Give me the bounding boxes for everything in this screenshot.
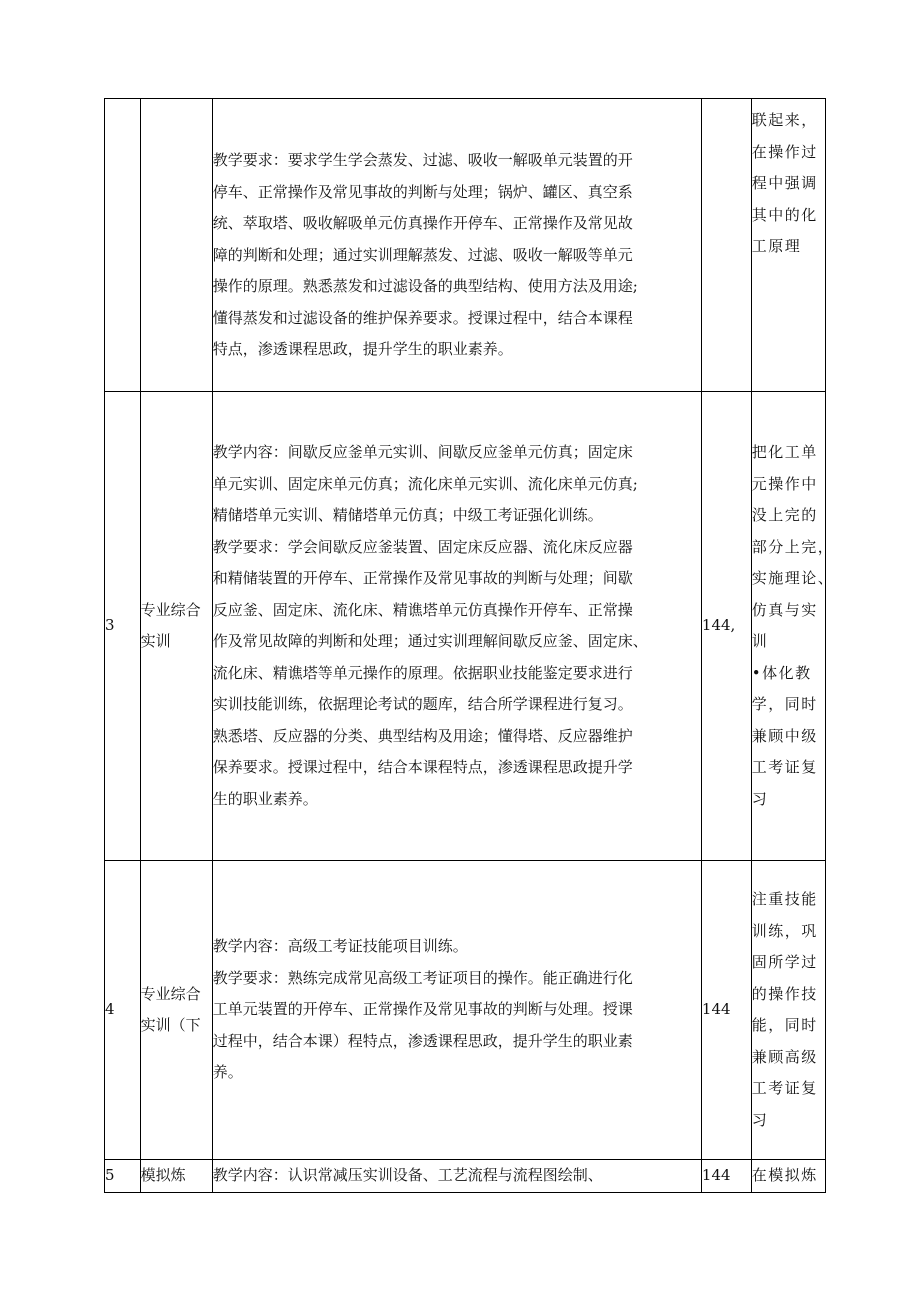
note-cell [751, 1160, 825, 1193]
text-line: 保养要求。授课过程中，结合本课程特点，渗透课程思政提升学 [212, 758, 633, 776]
text-line: 工考证复 [751, 758, 818, 776]
text-line: 工单元装置的开停车、正常操作及常见事故的判断与处理。授课 [212, 1000, 633, 1019]
course-name-cell [140, 392, 212, 861]
text-line: 教学内容：间歇反应釜单元实训、间歇反应釜单元仿真；固定床 [212, 443, 633, 461]
text-line: 其中的化 [751, 205, 818, 224]
table-row [105, 1160, 826, 1193]
text-line: 教学要求：熟练完成常见高级工考证项目的操作。能正确进行化 [212, 968, 633, 987]
text-line: 和精储装置的开停车、正常操作及常见事故的判断与处理；间歇 [212, 569, 633, 587]
course-name-cell [140, 861, 212, 1160]
text-line: 实训技能训练，依据理论考试的题库，结合所学课程进行复习。 [212, 695, 633, 713]
text-line: 把化工单 [751, 443, 818, 461]
row-number-cell [105, 99, 141, 392]
text-line: 教学要求：要求学生学会蒸发、过滤、吸收一解吸单元装置的开 [212, 151, 633, 169]
table-row [105, 392, 826, 861]
text-line: 的操作技 [751, 984, 818, 1003]
course-plan-table [104, 98, 835, 1193]
text-line: 部分上完， [751, 537, 835, 556]
row-number-cell: 5 [105, 1160, 141, 1193]
text-line: 模拟炼 [140, 1166, 186, 1184]
row-number-cell: 4 [105, 861, 141, 1160]
text-line: 反应釜、固定床、流化床、精谯塔单元仿真操作开停车、正常操 [212, 600, 633, 619]
hours-cell: 144 [701, 861, 751, 1160]
text-line: 操作的原理。熟悉蒸发和过滤设备的典型结构、使用方法及用途; [212, 277, 638, 295]
text-line: 统、萃取塔、吸收解吸单元仿真操作开停车、正常操作及常见故 [212, 214, 633, 232]
text-line: 养。 [212, 1063, 243, 1082]
text-line: 学，同时 [751, 695, 818, 713]
text-line: 流化床、精谯塔等单元操作的原理。依据职业技能鉴定要求进行 [212, 663, 633, 682]
table-row [105, 99, 826, 392]
text-line: 兼顾高级 [751, 1047, 818, 1066]
text-line: 联起来， [751, 111, 818, 129]
text-line: 在模拟炼 [751, 1166, 818, 1184]
course-content-cell [212, 99, 701, 392]
text-line: 教学要求：学会间歇反应釜装置、固定床反应器、流化床反应器 [212, 537, 633, 556]
text-line: 注重技能 [751, 890, 818, 908]
text-line: 生的职业素养。 [212, 789, 318, 808]
text-line: 习 [751, 789, 769, 808]
hours-cell: 144 [701, 1160, 751, 1193]
text-line: 精储塔单元实训、精储塔单元仿真；中级工考证强化训练。 [212, 506, 603, 524]
text-line: 专业综合 [140, 600, 201, 619]
note-cell [751, 392, 835, 861]
text-line: 固所学过 [751, 953, 818, 971]
text-line: •体化教 [751, 663, 812, 682]
text-line: 工考证复 [751, 1079, 818, 1097]
text-line: 兼顾中级 [751, 726, 818, 745]
text-line: 专业综合 [140, 984, 201, 1003]
course-name-cell [140, 1160, 212, 1193]
text-line: 程中强调 [751, 174, 818, 192]
text-line: 实训 [140, 632, 171, 650]
text-line: 工原理 [751, 237, 802, 255]
course-content-cell [212, 1160, 701, 1193]
text-line: 训 [751, 632, 769, 650]
hours-cell [701, 99, 751, 392]
table-row [105, 861, 826, 1160]
course-name-cell [140, 99, 212, 392]
text-line: 元操作中 [751, 474, 818, 493]
text-line: 单元实训、固定床单元仿真；流化床单元实训、流化床单元仿真; [212, 474, 638, 493]
text-line: 教学内容：认识常减压实训设备、工艺流程与流程图绘制、 [212, 1166, 603, 1184]
text-line: 实训（下 [140, 1016, 201, 1034]
text-line: 在操作过 [751, 142, 818, 161]
text-line: 作及常见故障的判断和处理；通过实训理解间歇反应釜、固定床、 [212, 632, 648, 650]
text-line: 教学内容：高级工考证技能项目训练。 [212, 937, 468, 956]
text-line: 懂得蒸发和过滤设备的维护保养要求。授课过程中，结合本课程 [212, 308, 633, 327]
text-line: 仿真与实 [751, 600, 818, 619]
text-line: 障的判断和处理；通过实训理解蒸发、过滤、吸收一解吸等单元 [212, 245, 633, 264]
text-line: 能，同时 [751, 1016, 818, 1034]
row-number-cell: 3 [105, 392, 141, 861]
text-line: 训练，巩 [751, 921, 818, 940]
text-line: 过程中，结合本课）程特点，渗透课程思政，提升学生的职业素 [212, 1031, 633, 1050]
text-line: 实施理论、 [751, 569, 835, 587]
text-line: 特点，渗透课程思政，提升学生的职业素养。 [212, 340, 513, 358]
text-line: 没上完的 [751, 506, 818, 524]
course-content-cell [212, 392, 701, 861]
note-cell [751, 99, 825, 392]
note-cell [751, 861, 825, 1160]
text-line: 习 [751, 1110, 769, 1129]
hours-cell: 144, [701, 392, 751, 861]
text-line: 停车、正常操作及常见事故的判断与处理；锅炉、罐区、真空系 [212, 182, 633, 201]
text-line: 熟悉塔、反应器的分类、典型结构及用途；懂得塔、反应器维护 [212, 726, 633, 745]
course-content-cell [212, 861, 701, 1160]
